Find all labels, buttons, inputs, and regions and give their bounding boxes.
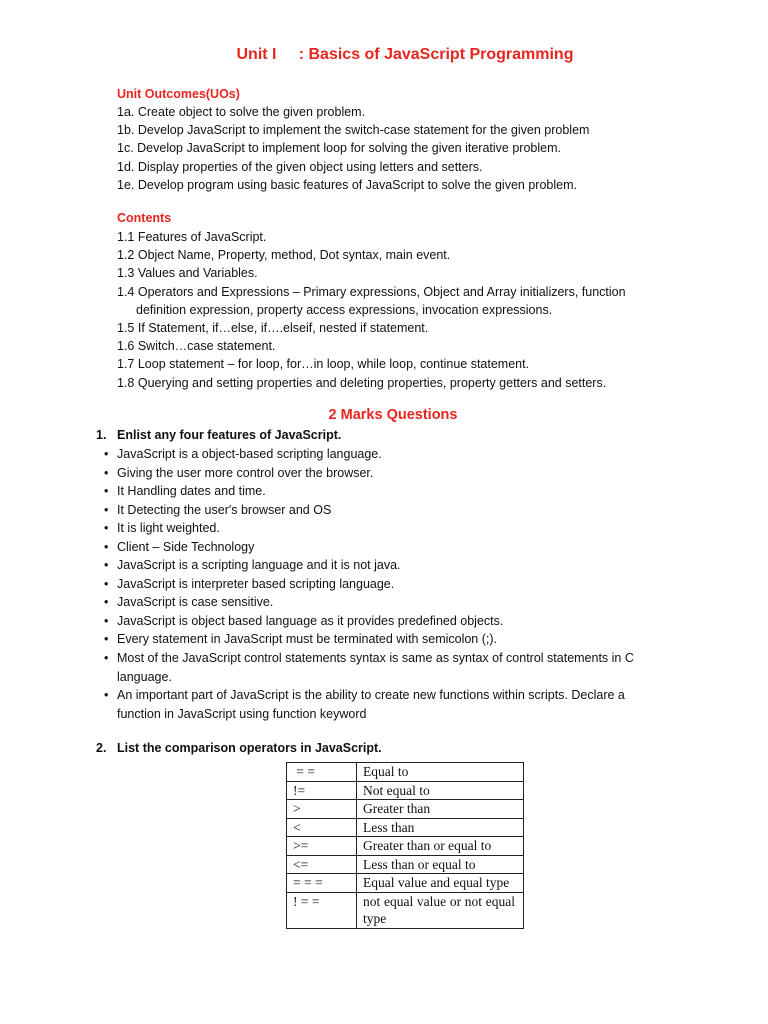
list-item: 1.1 Features of JavaScript.: [117, 230, 267, 244]
table-row: [287, 874, 524, 893]
bullet-icon: •: [104, 447, 109, 461]
description-cell: Greater than or equal to: [357, 837, 524, 856]
description-cell: Equal value and equal type: [357, 874, 524, 893]
list-item: 1.8 Querying and setting properties and deleting properties, property getters and setters.: [117, 375, 607, 390]
operator-cell: <=: [287, 855, 357, 874]
bullet-icon: •: [104, 688, 109, 703]
list-item: • JavaScript is a scripting language and it is not java.: [104, 556, 664, 575]
table-row: [287, 800, 524, 819]
operator-cell: ! = =: [287, 892, 357, 928]
list-item: 1c. Develop JavaScript to implement loop for solving the given iterative problem.: [117, 141, 561, 156]
description-cell: not equal value or not equal type: [357, 892, 524, 928]
list-item: • JavaScript is interpreter based scripting language.: [104, 575, 664, 594]
list-item: • Giving the user more control over the browser.: [104, 464, 664, 483]
bullet-icon: •: [104, 484, 109, 499]
question-text: Enlist any four features of JavaScript.: [117, 428, 342, 442]
bullet-icon: •: [104, 613, 109, 628]
list-item: • It Detecting the user's browser and OS: [104, 501, 664, 520]
operator-cell: = =: [287, 763, 357, 782]
description-cell: Equal to: [357, 763, 524, 782]
list-item: 1.5 If Statement, if…else, if….elseif, nested if statement.: [117, 321, 429, 336]
list-item: • An important part of JavaScript is the ability to create new functions within scripts. Declare a function in JavaScript using function keyword: [104, 688, 625, 721]
bullet-icon: •: [104, 465, 109, 480]
list-item: • Client – Side Technology: [104, 538, 664, 557]
bullet-icon: •: [104, 521, 109, 536]
marks-questions-heading: 2 Marks Questions: [328, 407, 458, 423]
question-text: List the comparison operators in JavaScript.: [117, 741, 382, 755]
list-item: • It Handling dates and time.: [104, 482, 664, 501]
question-number: 2.: [96, 741, 107, 755]
list-item: 1e. Develop program using basic features of JavaScript to solve the given problem.: [117, 177, 577, 192]
list-item: • JavaScript is object based language as it provides predefined objects.: [104, 612, 664, 631]
operator-cell: >=: [287, 837, 357, 856]
contents-heading: Contents: [117, 211, 172, 225]
list-item: 1.6 Switch…case statement.: [117, 339, 276, 354]
list-item: • Most of the JavaScript control statements syntax is same as syntax of control statements in C language.: [104, 651, 634, 684]
table-row: [287, 781, 524, 800]
features-bullet-list: [104, 445, 664, 723]
list-item: • JavaScript is case sensitive.: [104, 593, 664, 612]
description-cell: Less than: [357, 818, 524, 837]
contents-list: [117, 228, 649, 392]
comparison-operators-table: [286, 762, 524, 929]
operator-cell: <: [287, 818, 357, 837]
description-cell: Greater than: [357, 800, 524, 819]
bullet-icon: •: [104, 502, 109, 517]
list-item: • JavaScript is a object-based scripting language.: [104, 445, 664, 464]
operator-cell: >: [287, 800, 357, 819]
list-item: 1a. Create object to solve the given problem.: [117, 105, 366, 119]
list-item: 1.3 Values and Variables.: [117, 266, 258, 281]
list-item: 1.4 Operators and Expressions – Primary expressions, Object and Array initializers, function definition expression, property access expressions, invocation expressions.: [117, 284, 626, 317]
operator-cell: !=: [287, 781, 357, 800]
list-item: • Every statement in JavaScript must be terminated with semicolon (;).: [104, 630, 664, 649]
list-item: 1b. Develop JavaScript to implement the switch-case statement for the given problem: [117, 123, 590, 138]
bullet-icon: •: [104, 632, 109, 647]
page-title: Unit I : Basics of JavaScript Programming: [236, 46, 574, 63]
operator-cell: = = =: [287, 874, 357, 893]
list-item: 1.2 Object Name, Property, method, Dot syntax, main event.: [117, 248, 451, 263]
question-2: [96, 741, 382, 755]
bullet-icon: •: [104, 576, 109, 591]
table-row: [287, 763, 524, 782]
description-cell: Less than or equal to: [357, 855, 524, 874]
table-row: [287, 818, 524, 837]
bullet-icon: •: [104, 651, 109, 666]
list-item: • It is light weighted.: [104, 519, 664, 538]
question-1: [96, 428, 341, 442]
table-row: [287, 837, 524, 856]
bullet-icon: •: [104, 539, 109, 554]
table-row: [287, 892, 524, 928]
unit-outcomes-list: [117, 103, 677, 194]
unit-outcomes-heading: Unit Outcomes(UOs): [117, 87, 240, 101]
list-item: 1.7 Loop statement – for loop, for…in loop, while loop, continue statement.: [117, 357, 530, 372]
bullet-icon: •: [104, 558, 109, 573]
bullet-icon: •: [104, 595, 109, 610]
table-row: [287, 855, 524, 874]
description-cell: Not equal to: [357, 781, 524, 800]
question-number: 1.: [96, 428, 107, 442]
list-item: 1d. Display properties of the given object using letters and setters.: [117, 159, 483, 174]
